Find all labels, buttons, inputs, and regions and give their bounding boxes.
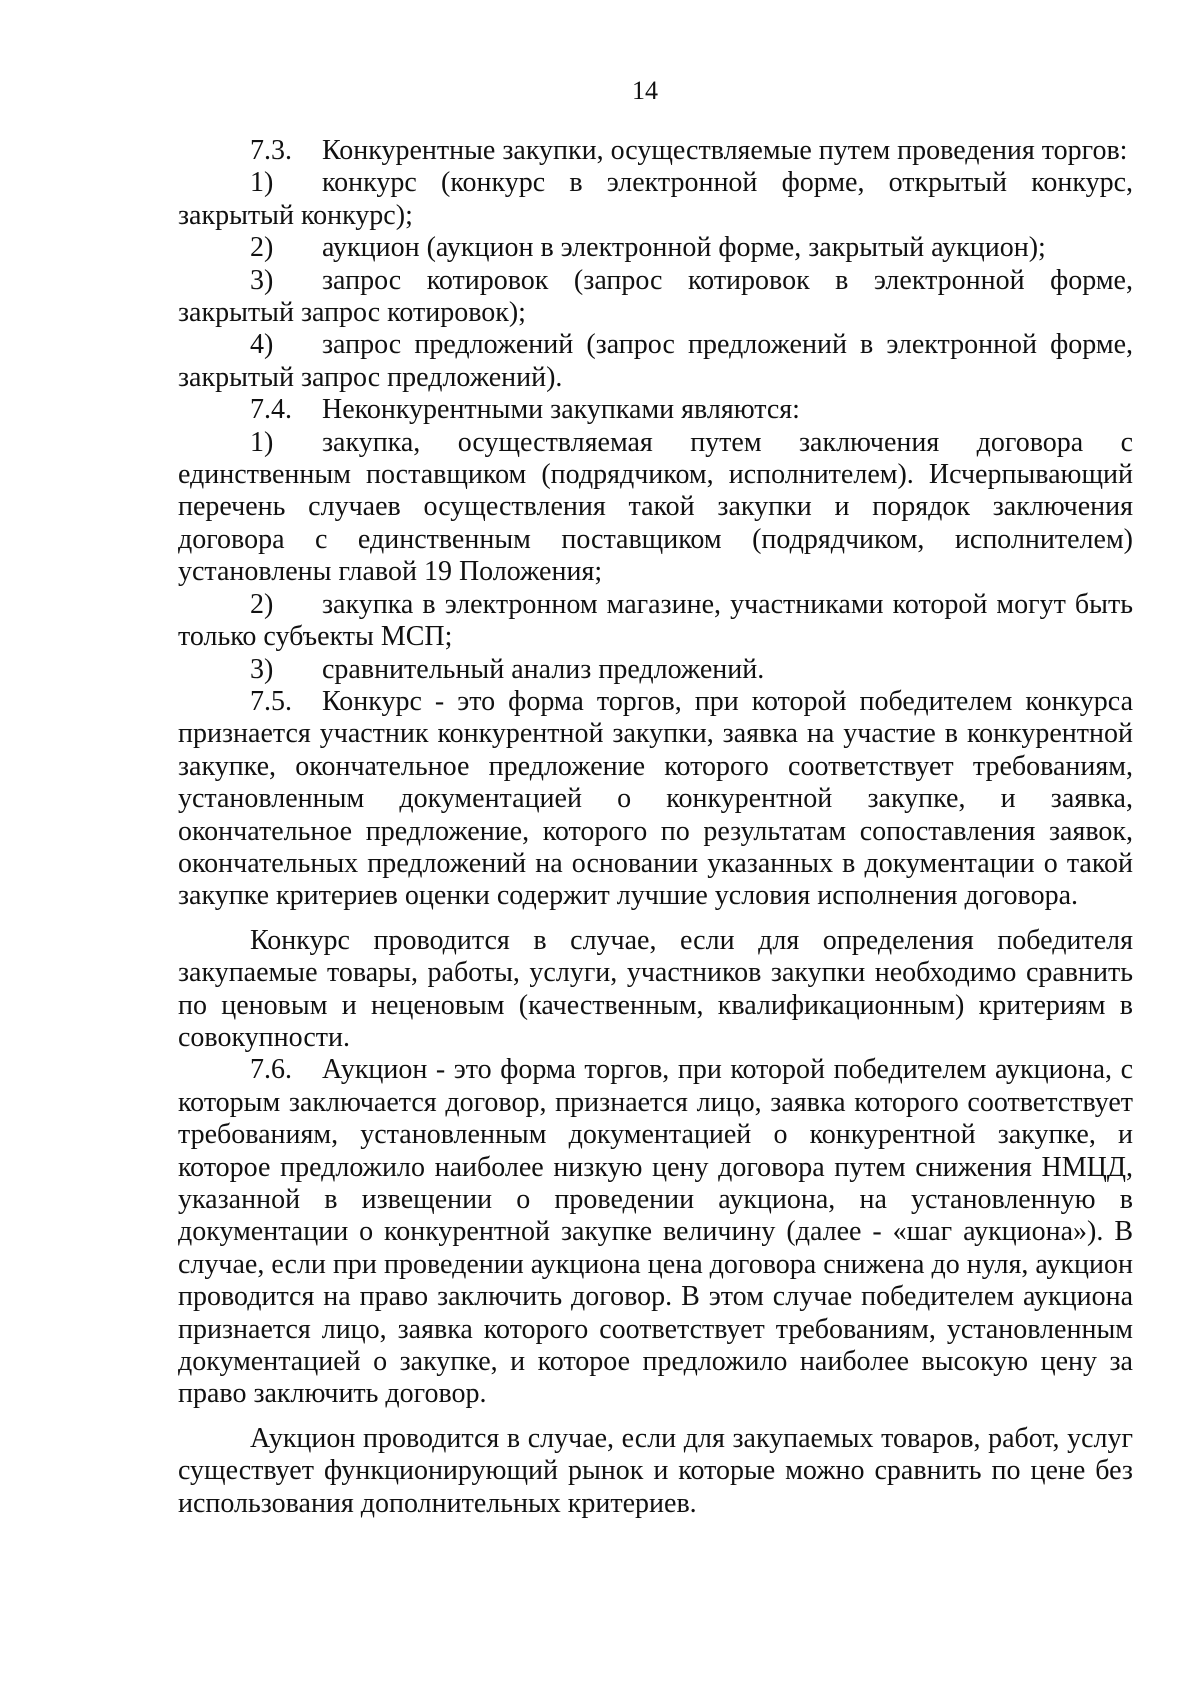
paragraph-text: Аукцион - это форма торгов, при которой победителем аукциона, с которым заключается договор, признается лицо, заявка которого соответствует требованиям, установленным документацией о конкурентной закупке, и которое предложило наиболее низкую цену договора путем снижения НМЦД, указанной в извещении о проведении аукциона, на установленную в документации о конкурентной закупке величину (далее - «шаг аукциона»). В случае, если при проведении аукциона цена договора снижена до нуля, аукцион проводится на право заключить договор. В этом случае победителем аукциона признается лицо, заявка которого соответствует требованиям, установленным документацией о закупке, и которое предложило наиболее высокую цену за право заключить договор.: [178, 1054, 1133, 1410]
item-number: 1): [250, 167, 274, 199]
paragraph-text: запрос предложений (запрос предложений в электронной форме, закрытый запрос предложений).: [178, 329, 1133, 393]
item-number: 2): [250, 232, 274, 264]
item-number: 7.4.: [250, 394, 292, 426]
list-item: [178, 654, 1133, 686]
paragraph-7-6: [178, 1054, 1133, 1410]
paragraph-7-3: [178, 135, 1133, 167]
paragraph-text: Конкурс - это форма торгов, при которой победителем конкурса признается участник конкурентной закупки, заявка на участие в конкурентной закупке, окончательное предложение которого соответствует требованиям, установленным документацией о конкурентной закупке, и заявка, окончательное предложение, которого по результатам сопоставления заявок, окончательных предложений на основании указанных в документации о такой закупке критериев оценки содержит лучшие условия исполнения договора.: [178, 685, 1133, 912]
item-number: 7.5.: [250, 685, 292, 717]
paragraph-text: аукцион (аукцион в электронной форме, закрытый аукцион);: [322, 232, 1046, 264]
item-number: 3): [250, 653, 274, 685]
paragraph-text: конкурс (конкурс в электронной форме, открытый конкурс, закрытый конкурс);: [178, 167, 1133, 231]
list-item: [178, 427, 1133, 589]
list-item: [178, 167, 1133, 232]
paragraph-text: Конкурс проводится в случае, если для определения победителя закупаемые товары, работы, услуги, участников закупки необходимо сравнить по ценовым и неценовым (качественным, квалификационным) критериям в совокупности.: [178, 924, 1133, 1053]
paragraph-text: сравнительный анализ предложений.: [322, 653, 765, 685]
paragraph-text: Конкурентные закупки, осуществляемые путем проведения торгов:: [322, 135, 1128, 166]
paragraph-text: закупка в электронном магазине, участниками которой могут быть только субъекты МСП;: [178, 588, 1133, 653]
page-number: 14: [632, 76, 658, 105]
paragraph-konkurs-conditions: [178, 925, 1133, 1055]
paragraph-text: закупка, осуществляемая путем заключения договора с единственным поставщиком (подрядчиком, исполнителем). Исчерпывающий перечень случаев осуществления такой закупки и порядок заключения договора с единственным поставщиком (подрядчиком, исполнителем) установлены главой 19 Положения;: [178, 426, 1133, 588]
paragraph-text: запрос котировок (запрос котировок в электронной форме, закрытый запрос котировок);: [178, 264, 1133, 329]
item-number: 3): [250, 264, 274, 296]
item-number: 7.3.: [250, 135, 292, 166]
item-number: 7.6.: [250, 1054, 292, 1086]
paragraph-text: Неконкурентными закупками являются:: [322, 394, 800, 426]
list-item: [178, 329, 1133, 394]
item-number: 1): [250, 426, 274, 458]
list-item: [178, 265, 1133, 330]
paragraph-spacer: [178, 1411, 1133, 1423]
paragraph-7-4: [178, 394, 1133, 426]
document-body: [178, 135, 1133, 1520]
list-item: [178, 589, 1133, 654]
paragraph-text: Аукцион проводится в случае, если для закупаемых товаров, работ, услуг существует функционирующий рынок и которые можно сравнить по цене без использования дополнительных критериев.: [178, 1422, 1133, 1519]
item-number: 2): [250, 588, 274, 620]
item-number: 4): [250, 329, 274, 361]
list-item: [178, 232, 1133, 264]
paragraph-auction-conditions: [178, 1423, 1133, 1520]
paragraph-7-5: [178, 686, 1133, 913]
paragraph-spacer: [178, 913, 1133, 925]
